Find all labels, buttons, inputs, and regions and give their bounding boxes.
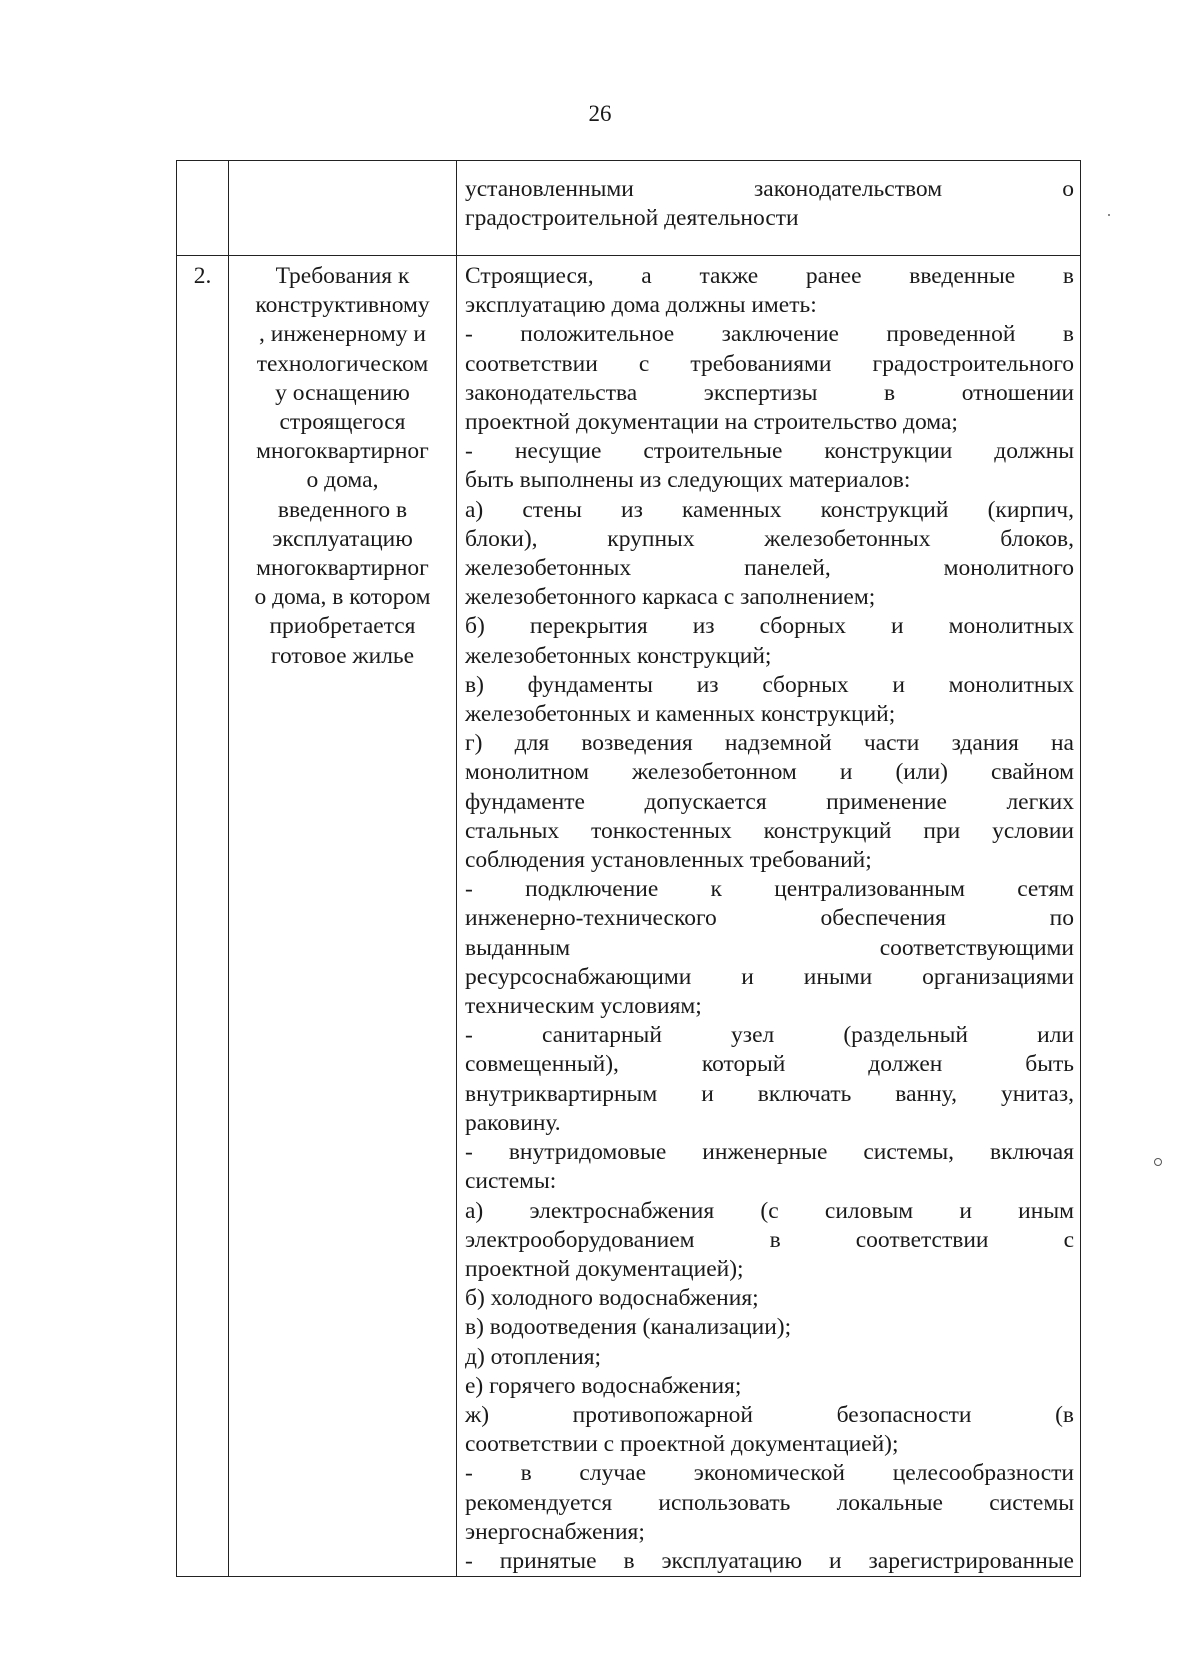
description-line: б) перекрытия из сборных и монолитных — [465, 613, 1074, 640]
description-line: г) для возведения надземной части здания на — [465, 730, 1074, 757]
requirement-line: введенного в — [277, 496, 408, 523]
page-number: 26 — [588, 101, 612, 126]
description-line: д) отопления; — [465, 1343, 602, 1370]
description-line: Строящиеся, а также ранее введенные в — [465, 263, 1074, 289]
requirement-line: строящегося — [279, 409, 406, 436]
requirement-cell — [229, 161, 457, 256]
table-row — [177, 161, 1081, 256]
requirement-line: многоквартирног — [256, 438, 429, 465]
description-line: внутриквартирным и включать ванну, унитаз, — [465, 1080, 1074, 1107]
description-line: - несущие строительные конструкции должны — [465, 438, 1074, 465]
description-line: соответствии с проектной документацией); — [465, 1431, 899, 1458]
requirement-cell — [229, 256, 457, 1577]
description-line: ж) противопожарной безопасности (в — [465, 1401, 1074, 1428]
description-line: ресурсоснабжающими и иными организациями — [465, 963, 1074, 990]
description-line: законодательства экспертизы в отношении — [465, 379, 1074, 406]
description-line: блоки), крупных железобетонных блоков, — [465, 525, 1074, 552]
description-line: - внутридомовые инженерные системы, включая — [465, 1139, 1074, 1166]
description-line: соответствии с требованиями градостроительного — [465, 350, 1074, 377]
description-line: - в случае экономической целесообразности — [465, 1460, 1074, 1487]
requirement-line: , инженерному и — [259, 321, 426, 348]
description-line: е) горячего водоснабжения; — [465, 1372, 742, 1399]
requirement-line: о дома, в котором — [254, 584, 431, 611]
description-line: выданным соответствующими — [465, 934, 1074, 961]
description-line: в) фундаменты из сборных и монолитных — [465, 671, 1074, 698]
requirement-line: конструктивному — [255, 292, 430, 319]
description-line: в) водоотведения (канализации); — [465, 1314, 792, 1341]
requirement-line: у оснащению — [275, 379, 410, 406]
description-line: фундаменте допускается применение легких — [465, 788, 1074, 815]
description-cell — [457, 161, 1081, 256]
description-line: железобетонных панелей, монолитного — [465, 555, 1074, 582]
description-line: градостроительной деятельности — [465, 205, 799, 232]
requirements-table — [176, 160, 1081, 1577]
description-line: стальных тонкостенных конструкций при условии — [465, 817, 1074, 844]
row-number-cell — [177, 161, 229, 256]
description-line: техническим условиям; — [465, 993, 702, 1020]
requirement-line: технологическом — [256, 350, 429, 377]
description-line: - принятые в эксплуатацию и зарегистрированные — [465, 1547, 1074, 1574]
description-line: системы: — [465, 1168, 557, 1195]
description-line: б) холодного водоснабжения; — [465, 1285, 759, 1312]
description-line: а) электроснабжения (с силовым и иным — [465, 1197, 1074, 1224]
requirement-line: эксплуатацию — [272, 525, 413, 552]
requirement-line: готовое жилье — [270, 642, 415, 669]
description-line: монолитном железобетонном и (или) свайном — [465, 759, 1074, 786]
description-line: проектной документацией); — [465, 1255, 744, 1282]
description-line: соблюдения установленных требований; — [465, 847, 872, 874]
description-line: - положительное заключение проведенной в — [465, 321, 1074, 348]
description-line: эксплуатацию дома должны иметь: — [465, 292, 817, 319]
scan-artifact-circle — [1154, 1158, 1162, 1166]
description-line: а) стены из каменных конструкций (кирпич, — [465, 496, 1074, 523]
description-line: - санитарный узел (раздельный или — [465, 1022, 1074, 1049]
table-row — [177, 256, 1081, 1577]
description-line: установленными законодательством о — [465, 176, 1074, 202]
description-line: проектной документации на строительство дома; — [465, 409, 958, 436]
requirement-line: о дома, — [306, 467, 379, 494]
description-line: энергоснабжения; — [465, 1518, 645, 1545]
requirement-line: приобретается — [269, 613, 416, 640]
description-line: электрооборудованием в соответствии с — [465, 1226, 1074, 1253]
row-number-cell: 2. — [177, 256, 229, 1577]
description-line: раковину. — [465, 1109, 561, 1136]
description-line: совмещенный), который должен быть — [465, 1051, 1074, 1078]
description-line: рекомендуется использовать локальные системы — [465, 1489, 1074, 1516]
description-cell — [457, 256, 1081, 1577]
description-line: инженерно-технического обеспечения по — [465, 905, 1074, 932]
requirement-line: Требования к — [275, 263, 410, 289]
description-line: железобетонного каркаса с заполнением; — [465, 584, 876, 611]
description-line: железобетонных конструкций; — [465, 642, 772, 669]
description-line: - подключение к централизованным сетям — [465, 876, 1074, 903]
description-line: быть выполнены из следующих материалов: — [465, 467, 911, 494]
description-line: железобетонных и каменных конструкций; — [465, 701, 896, 728]
scan-artifact-dot — [1108, 214, 1110, 216]
requirement-line: многоквартирног — [256, 555, 429, 582]
